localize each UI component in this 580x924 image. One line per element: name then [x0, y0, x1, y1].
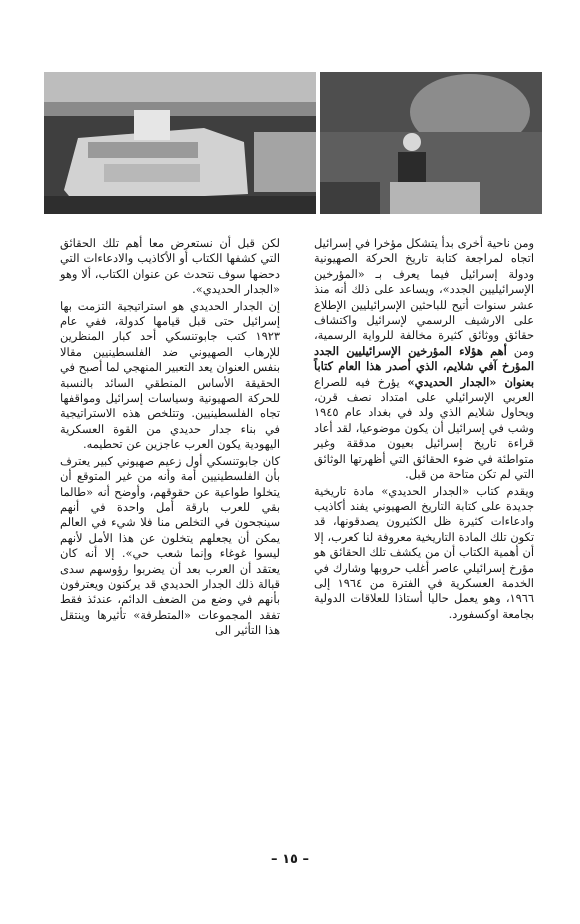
right-column	[314, 236, 534, 836]
left-column	[60, 236, 280, 836]
paragraph-text: ومن ناحية أخرى بدأ يتشكل مؤخرا في إسرائيل اتجاه لمراجعة كتابة تاريخ الحركة الصهيونية ودولة إسرائيل فيما يعرف بـ «المؤرخين الإسرائيليين الجدد»، ويساعد على ذلك أنه منذ عشر سنوات أتيح للباحثين الإسرائيليين الإطلاع على الارشيف الرسمي لإسرائيل واكتشاف حقائق ووثائق كثيرة مخالفة للرواية الرسمية، ومن	[314, 236, 535, 358]
armored-vehicles-photo	[44, 72, 316, 214]
photo-strip	[44, 72, 542, 214]
speaker-at-podium-icon	[320, 72, 542, 214]
paragraph: إن الجدار الحديدي هو استراتيجية التزمت بها إسرائيل حتى قبل قيامها كدولة، ففي عام ١٩٢٣ كتب جابوتنسكي أحد كبار المنظرين للإرهاب الصهيوني ضد الفلسطينيين مقالا بنفس العنوان يعد التعبير المنهجي لما أصبح في الحقيقة الأساس المنطقي السائد بالنسبة للحركة الصهيونية وسياسات إسرائيل ومواقفها تجاه الفلسطينيين. وتتلخص هذه الاستراتيجية في بناء جدار حديدي من القوة العسكرية اليهودية يكون العرب عاجزين عن تحطيمه.	[60, 298, 280, 452]
paragraph	[314, 236, 534, 483]
paragraph: ويقدم كتاب «الجدار الحديدي» مادة تاريخية جديدة على كتابة التاريخ الصهيوني يفند أكاذيب وادعاءات كثيرة ظل الكثيرون يصدقونها، قد تكون تلك المادة التاريخية معروفة لنا كعرب، إلا أن أهمية الكتاب أن من يكشف تلك الحقائق هو مؤرخ إسرائيلي عاصر أغلب حروبها وشارك في الخدمة العسكرية في الفترة من ١٩٦٤ إلى ١٩٦٦، وهو يعمل حاليا أستاذا للعلاقات الدولية بجامعة اوكسفورد.	[314, 483, 534, 621]
highlighted-text: أهم هؤلاء المؤرخين الإسرائيليين الجدد المؤرخ آفي شلايم، الذي أصدر هذا العام كتاباً بعنوان «الجدار الحديدي»	[314, 343, 535, 389]
paragraph-text: يؤرخ فيه للصراع العربي الإسرائيلي على امتداد نصف قرن، ويحاول شلايم الذي ولد في بغداد عام ١٩٤٥ وشب في إسرائيل أن يكون موضوعيا، لقد أعاد قراءة تاريخ إسرائيل بعيون مدققة وغير متواطئة في ضوء الحقائق التي أظهرتها الوثائق التي لم تكن متاحة من قبل.	[314, 374, 534, 482]
paragraph: كان جابوتنسكي أول زعيم صهيوني كبير يعترف بأن الفلسطينيين أمة وأنه من غير المتوقع أن يتخلوا طواعية عن حقوقهم، وأوضح أنه «طالما بقي للعرب بارقة أمل واحدة في أنهم سينجحون في التخلص منا فلا شيء في العالم يمكن أن يجعلهم يتخلون عن هذا الأمل لأنهم ليسوا غوغاء وإنما شعب حي». إلا أنه كان يعتقد أن العرب بعد أن يضربوا رؤوسهم سدى قبالة ذلك الجدار الحديدي قد يركنون ويعترفون بأنهم في وضع من الضعف الدائم، عندئذ فقط تفقد المجموعات «المتطرفة» تأثيرها وينتقل هذا التأثير الى	[60, 453, 280, 638]
armored-vehicles-icon	[44, 72, 316, 214]
page-number: – ١٥ –	[271, 852, 309, 867]
paragraph: لكن قبل أن نستعرض معا أهم تلك الحقائق التي كشفها الكتاب أو الأكاذيب والادعاءات التي دحضها سوف نتحدث عن عنوان الكتاب، ألا وهو «الجدار الحديدي».	[60, 236, 280, 297]
article-columns	[60, 236, 534, 836]
speaker-photo	[320, 72, 542, 214]
